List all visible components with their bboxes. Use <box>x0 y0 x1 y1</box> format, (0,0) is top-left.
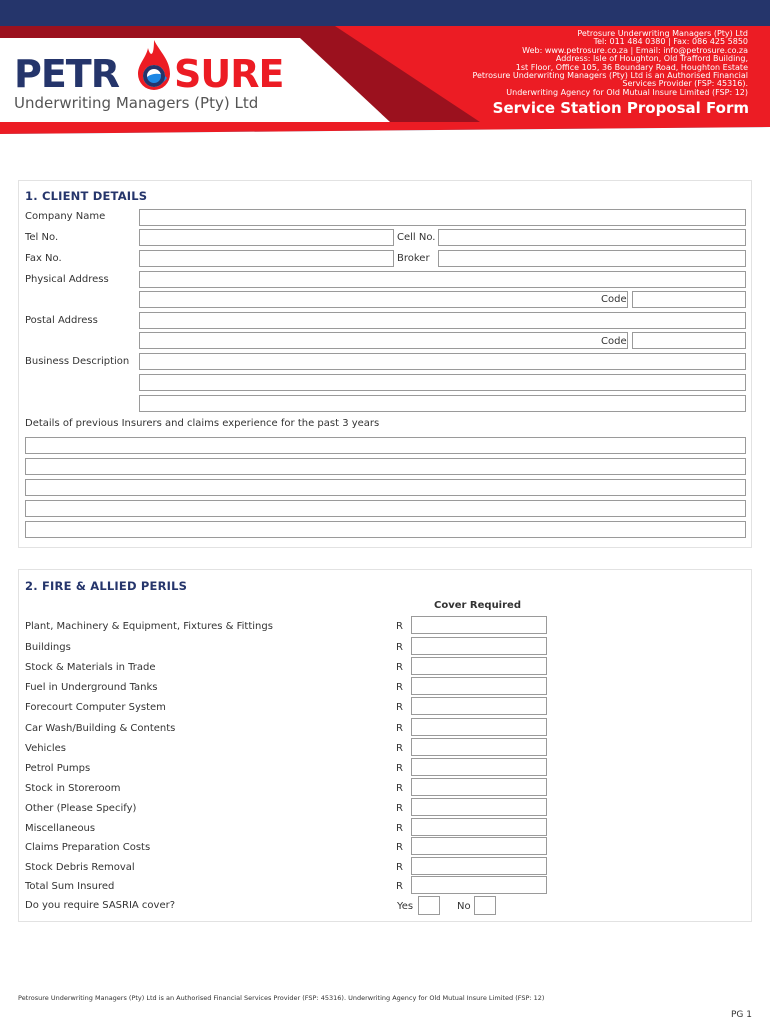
flame-droplet-icon <box>134 38 174 96</box>
previous-insurers-field-4[interactable] <box>25 500 746 517</box>
contact-line: 1st Floor, Office 105, 36 Boundary Road, Houghton Estate <box>515 62 748 72</box>
header <box>0 0 770 160</box>
physical-address-field-2[interactable] <box>139 291 628 308</box>
previous-insurers-field-1[interactable] <box>25 437 746 454</box>
currency-label: R <box>396 642 403 653</box>
postal-address-field-2[interactable] <box>139 332 628 349</box>
currency-label: R <box>396 723 403 734</box>
cover-amount-field[interactable] <box>411 738 547 756</box>
business-description-field-2[interactable] <box>139 374 746 391</box>
form-title: Service Station Proposal Form <box>492 99 749 117</box>
physical-code-field[interactable] <box>632 291 746 308</box>
cover-amount-field[interactable] <box>411 697 547 715</box>
cover-required-header: Cover Required <box>434 600 521 611</box>
cell-no-field[interactable] <box>438 229 746 246</box>
cover-amount-field[interactable] <box>411 637 547 655</box>
peril-item-label: Other (Please Specify) <box>25 803 137 814</box>
logo-text-right: SURE <box>174 52 284 96</box>
peril-item-label: Miscellaneous <box>25 823 96 834</box>
postal-address-field-1[interactable] <box>139 312 746 329</box>
postal-code-field[interactable] <box>632 332 746 349</box>
peril-item-label: Buildings <box>25 642 71 653</box>
peril-item-label: Claims Preparation Costs <box>25 842 151 853</box>
tel-no-field[interactable] <box>139 229 394 246</box>
currency-label: R <box>396 682 403 693</box>
peril-item-label: Forecourt Computer System <box>25 702 166 713</box>
currency-label: R <box>396 743 403 754</box>
logo <box>14 52 294 122</box>
contact-line: Petrosure Underwriting Managers (Pty) Ltd is an Authorised Financial <box>472 71 748 81</box>
sasria-yes-checkbox[interactable] <box>418 896 440 915</box>
fax-no-label: Fax No. <box>25 253 62 264</box>
peril-item-label: Stock Debris Removal <box>25 862 135 873</box>
sasria-yes-label: Yes <box>397 901 414 912</box>
broker-field[interactable] <box>438 250 746 267</box>
currency-label: R <box>396 842 403 853</box>
currency-label: R <box>396 621 403 632</box>
broker-label: Broker <box>397 253 430 264</box>
cover-amount-field[interactable] <box>411 778 547 796</box>
sasria-no-checkbox[interactable] <box>474 896 496 915</box>
logo-subtitle: Underwriting Managers (Pty) Ltd <box>14 94 259 112</box>
cover-amount-field[interactable] <box>411 837 547 855</box>
footer-disclaimer: Petrosure Underwriting Managers (Pty) Ltd is an Authorised Financial Services Provider (FSP: 45316). Underwriting Agency for Old Mutual Insure Limited (FSP: 12) <box>18 994 545 1002</box>
contact-line: Underwriting Agency for Old Mutual Insure Limited (FSP: 12) <box>506 87 748 97</box>
peril-item-label: Plant, Machinery & Equipment, Fixtures & Fittings <box>25 621 273 632</box>
previous-insurers-label: Details of previous Insurers and claims experience for the past 3 years <box>25 418 380 429</box>
logo-text-left: PETR <box>14 52 119 96</box>
sasria-question: Do you require SASRIA cover? <box>25 900 176 911</box>
contact-line: Petrosure Underwriting Managers (Pty) Ltd <box>577 29 748 38</box>
physical-address-label: Physical Address <box>25 274 109 285</box>
peril-item-label: Car Wash/Building & Contents <box>25 723 176 734</box>
business-description-field-1[interactable] <box>139 353 746 370</box>
contact-line: Web: www.petrosure.co.za | Email: info@petrosure.co.za <box>522 45 748 55</box>
currency-label: R <box>396 823 403 834</box>
contact-line: Tel: 011 484 0380 | Fax: 086 425 5850 <box>593 37 748 47</box>
currency-label: R <box>396 862 403 873</box>
peril-item-label: Fuel in Underground Tanks <box>25 682 158 693</box>
section-title-fire-perils: 2. FIRE & ALLIED PERILS <box>25 579 188 593</box>
page-number: PG 1 <box>731 1010 752 1020</box>
tel-no-label: Tel No. <box>25 232 59 243</box>
peril-item-label: Stock in Storeroom <box>25 783 121 794</box>
postal-address-label: Postal Address <box>25 315 98 326</box>
previous-insurers-field-5[interactable] <box>25 521 746 538</box>
cell-no-label: Cell No. <box>397 232 436 243</box>
currency-label: R <box>396 763 403 774</box>
previous-insurers-field-2[interactable] <box>25 458 746 475</box>
cover-amount-field[interactable] <box>411 876 547 894</box>
cover-amount-field[interactable] <box>411 758 547 776</box>
business-description-label: Business Description <box>25 356 130 367</box>
cover-amount-field[interactable] <box>411 818 547 836</box>
physical-code-label: Code <box>601 294 627 305</box>
contact-line: Address: Isle of Houghton, Old Trafford Building, <box>555 54 748 64</box>
contact-line: Services Provider (FSP: 45316). <box>622 79 748 89</box>
company-name-label: Company Name <box>25 211 106 222</box>
peril-item-label: Petrol Pumps <box>25 763 91 774</box>
sasria-no-label: No <box>457 901 471 912</box>
currency-label: R <box>396 881 403 892</box>
contact-block <box>472 30 748 97</box>
cover-amount-field[interactable] <box>411 718 547 736</box>
previous-insurers-field-3[interactable] <box>25 479 746 496</box>
cover-amount-field[interactable] <box>411 657 547 675</box>
peril-item-label: Total Sum Insured <box>25 881 115 892</box>
business-description-field-3[interactable] <box>139 395 746 412</box>
postal-code-label: Code <box>601 336 627 347</box>
cover-amount-field[interactable] <box>411 798 547 816</box>
cover-amount-field[interactable] <box>411 616 547 634</box>
section-title-client-details: 1. CLIENT DETAILS <box>25 189 148 203</box>
currency-label: R <box>396 803 403 814</box>
cover-amount-field[interactable] <box>411 857 547 875</box>
currency-label: R <box>396 702 403 713</box>
fax-no-field[interactable] <box>139 250 394 267</box>
peril-item-label: Vehicles <box>25 743 66 754</box>
peril-item-label: Stock & Materials in Trade <box>25 662 156 673</box>
currency-label: R <box>396 783 403 794</box>
physical-address-field-1[interactable] <box>139 271 746 288</box>
company-name-field[interactable] <box>139 209 746 226</box>
currency-label: R <box>396 662 403 673</box>
cover-amount-field[interactable] <box>411 677 547 695</box>
